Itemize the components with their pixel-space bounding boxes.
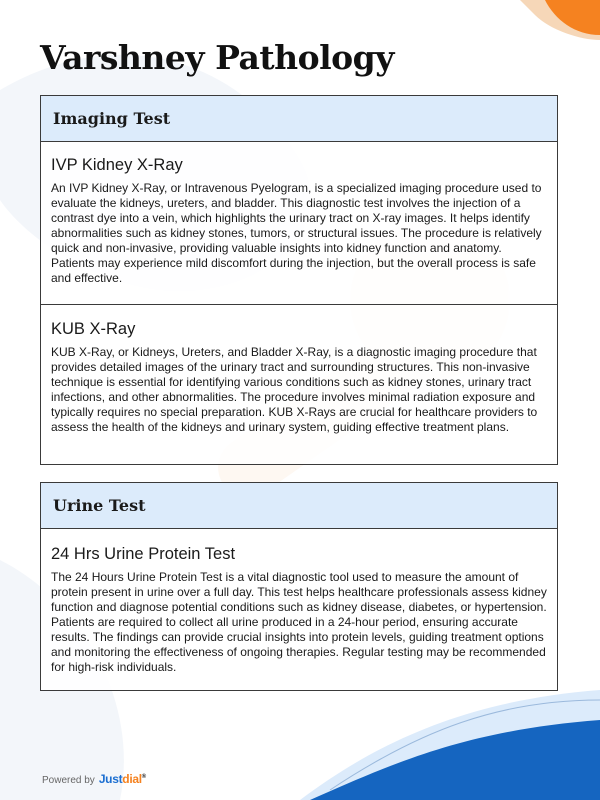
brand-part-dial: dial [122,772,142,786]
brand-registered-mark: ® [141,774,146,780]
test-name: KUB X-Ray [51,320,136,338]
test-item-kub-xray [41,304,557,464]
justdial-logo[interactable] [99,772,146,786]
test-name: 24 Hrs Urine Protein Test [51,545,236,563]
test-description: KUB X-Ray, or Kidneys, Ureters, and Bladder X-Ray, is a diagnostic imaging procedure that provides detailed images of the urinary tract and surrounding structures. This non-invasive technique is essential for identifying various conditions such as kidney stones, urinary tract infections, and other abnormalities. The procedure involves minimal radiation exposure and typically requires no special preparation. KUB X-Rays are crucial for healthcare providers to assess the health of the kidneys and urinary system, guiding effective treatment plans. [51,345,538,434]
section-urine-test [40,482,558,691]
section-title: Urine Test [53,496,146,515]
test-name: IVP Kidney X-Ray [51,156,183,174]
powered-by-text: Powered by [42,775,95,786]
footer-powered-by [42,772,146,786]
page-title: Varshney Pathology [40,38,394,77]
test-description: The 24 Hours Urine Protein Test is a vital diagnostic tool used to measure the amount of protein present in urine over a full day. This test helps healthcare professionals assess kidney function and diagnose potential conditions such as kidney disease, diabetes, or hypertension. Patients are required to collect all urine produced in a 24-hour period, ensuring accurate results. The findings can provide crucial insights into protein levels, guiding treatment options and monitoring the effectiveness of ongoing therapies. Regular testing may be recommended for high-risk individuals. [51,570,547,674]
section-imaging-test [40,95,558,465]
test-item-24hrs-urine-protein [41,529,557,689]
section-header [41,96,557,142]
test-description: An IVP Kidney X-Ray, or Intravenous Pyelogram, is a specialized imaging procedure used to evaluate the kidneys, ureters, and bladder. This diagnostic test involves the injection of a contrast dye into a vein, which highlights the urinary tract on X-ray images. It helps identify abnormalities such as kidney stones, tumors, or structural issues. The procedure is relatively quick and non-invasive, providing valuable insights into kidney function and anatomy. Patients may experience mild discomfort during the injection, but the overall process is safe and effective. [51,181,542,285]
test-item-ivp-kidney-xray [41,142,557,304]
section-header [41,483,557,529]
brand-part-just: Just [98,772,123,786]
section-title: Imaging Test [53,109,171,128]
